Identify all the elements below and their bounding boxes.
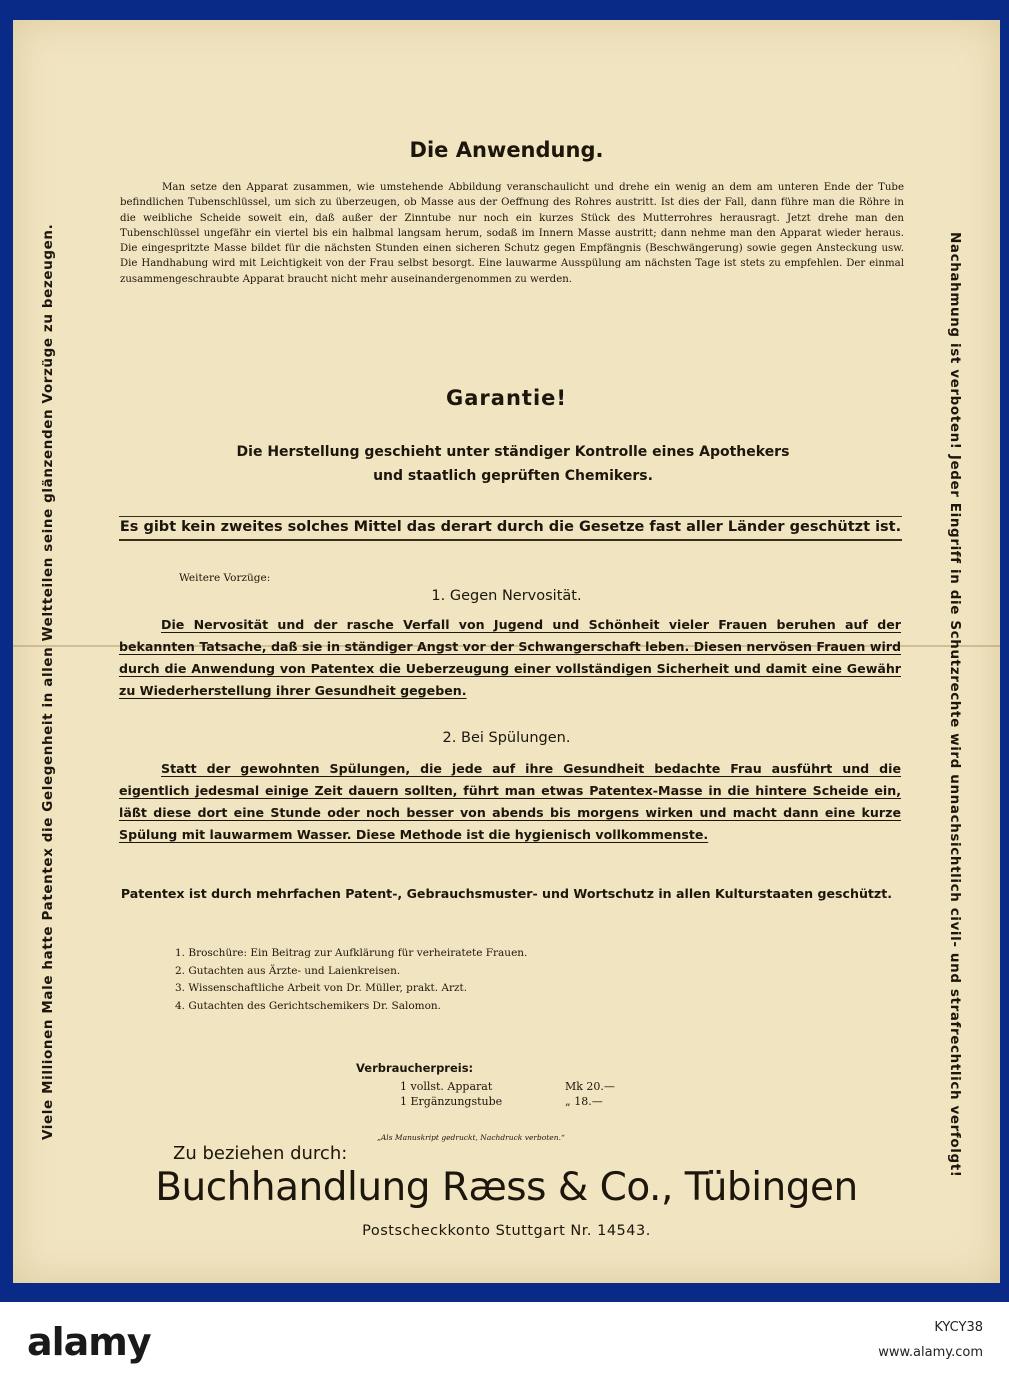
document-sheet [13,20,1000,1283]
guarantee-line-2: und staatlich geprüften Chemikers. [373,468,653,484]
list-item: 1. Broschüre: Ein Beitrag zur Aufklärung für verheiratete Frauen. [175,947,528,959]
table-row [356,1079,615,1094]
stock-footer [0,1302,1009,1390]
left-margin-text: Viele Millionen Male hatte Patentex die Gelegenheit in allen Weltteilen seine glänzenden Vorzüge zu bezeugen. [40,223,56,1140]
price-value: „ 18.— [565,1095,603,1108]
price-value: Mk 20.— [565,1080,615,1093]
image-id-block [878,1315,983,1365]
section-1-text: Die Nervosität und der rasche Verfall von Jugend und Schönheit vieler Frauen beruhen auf der bekannten Tatsache, daß sie in ständiger Angst vor der Schwangerschaft leben. Diesen nervösen Frauen wird durch die Anwendung von Patentex die Ueberzeugung einer vollständigen Sicherheit und damit eine Gewähr zu Wiederherstellung ihrer Gesundheit gegeben. [119,617,901,698]
section-2-paragraph [119,758,901,846]
enclosure-list [175,945,527,1015]
price-heading: Verbraucherpreis: [356,1061,474,1075]
usage-paragraph [120,180,904,287]
patent-notice: Patentex ist durch mehrfachen Patent-, Gebrauchsmuster- und Wortschutz in allen Kulturstaaten geschützt. [120,886,893,901]
guarantee-text [153,440,873,488]
usage-text: Man setze den Apparat zusammen, wie umstehende Abbildung veranschaulicht und drehe ein wenig an dem am unteren Ende der Tube befindlichen Tubenschlüssel, um sich zu überzeugen, ob Masse aus der Oeffnung des Rohres austritt. Ist dies der Fall, dann führe man die Röhre in die weibliche Scheide soweit ein, daß außer der Zinntube nur noch ein kurzes Stück des Mutterrohres herausragt. Jetzt drehe man den Tubenschlüssel ungefähr ein viertel bis ein halbmal langsam herum, sodaß im Innern Masse austritt; dann nehme man den Apparat wieder heraus. Die eingespritzte Masse bildet für die nächsten Stunden einen sicheren Schutz gegen Empfängnis (Beschwängerung) sowie gegen Ansteckung usw. Die Handhabung wird mit Leichtigkeit von der Frau selbst besorgt. Eine lauwarme Ausspülung am nächsten Tage ist stets zu empfehlen. Der einmal zusammengeschraubte Apparat braucht nicht mehr auseinandergenommen zu werden. [120,182,904,285]
section-2-text: Statt der gewohnten Spülungen, die jede auf ihre Gesundheit bedachte Frau ausführt und die eigentlich jedesmal einige Zeit dauern sollten, führt man etwas Patentex-Masse in die hintere Scheide ein, läßt diese dort eine Stunde oder noch besser von abends bis morgens wirken und macht dann eine kurze Spülung mit lauwarmem Wasser. Diese Methode ist die hygienisch vollkommenste. [119,761,901,842]
list-item: 4. Gutachten des Gerichtschemikers Dr. Salomon. [175,999,442,1012]
site-domain: www.alamy.com [878,1345,983,1360]
price-item: 1 vollst. Apparat [400,1080,493,1093]
right-margin-text: Nachahmung ist verboten! Jeder Eingriff in die Schutzrechte wird unnachsichtlich civil- und strafrechtlich verfolgt! [947,232,963,1178]
price-block [356,1061,615,1109]
reprint-note: „Als Manuskript gedruckt, Nachdruck verboten.“ [377,1133,565,1142]
guarantee-title: Garantie! [446,386,567,410]
section-1-title: 1. Gegen Nervosität. [431,588,582,604]
bookshop-name: Buchhandlung Ræss & Co., Tübingen [155,1165,858,1210]
section-2-title: 2. Bei Spülungen. [442,730,571,746]
list-item: 3. Wissenschaftliche Arbeit von Dr. Müller, prakt. Arzt. [175,982,468,994]
obtain-from-label: Zu beziehen durch: [173,1143,348,1164]
more-advantages-heading: Weitere Vorzüge: [179,572,271,584]
price-table [356,1079,615,1109]
image-id: KYCY38 [934,1320,983,1335]
guarantee-line-1: Die Herstellung geschieht unter ständiger Kontrolle eines Apothekers [236,444,790,460]
section-1-paragraph [119,614,901,702]
list-item: 2. Gutachten aus Ärzte- und Laienkreisen. [175,964,401,977]
law-protection-line: Es gibt kein zweites solches Mittel das derart durch die Gesetze fast aller Länder geschützt ist. [119,516,902,541]
postal-account: Postscheckkonto Stuttgart Nr. 14543. [362,1223,651,1239]
price-item: 1 Ergänzungstube [400,1095,503,1108]
table-row [356,1094,615,1109]
page-title: Die Anwendung. [409,138,604,162]
alamy-logo: alamy [27,1320,151,1364]
